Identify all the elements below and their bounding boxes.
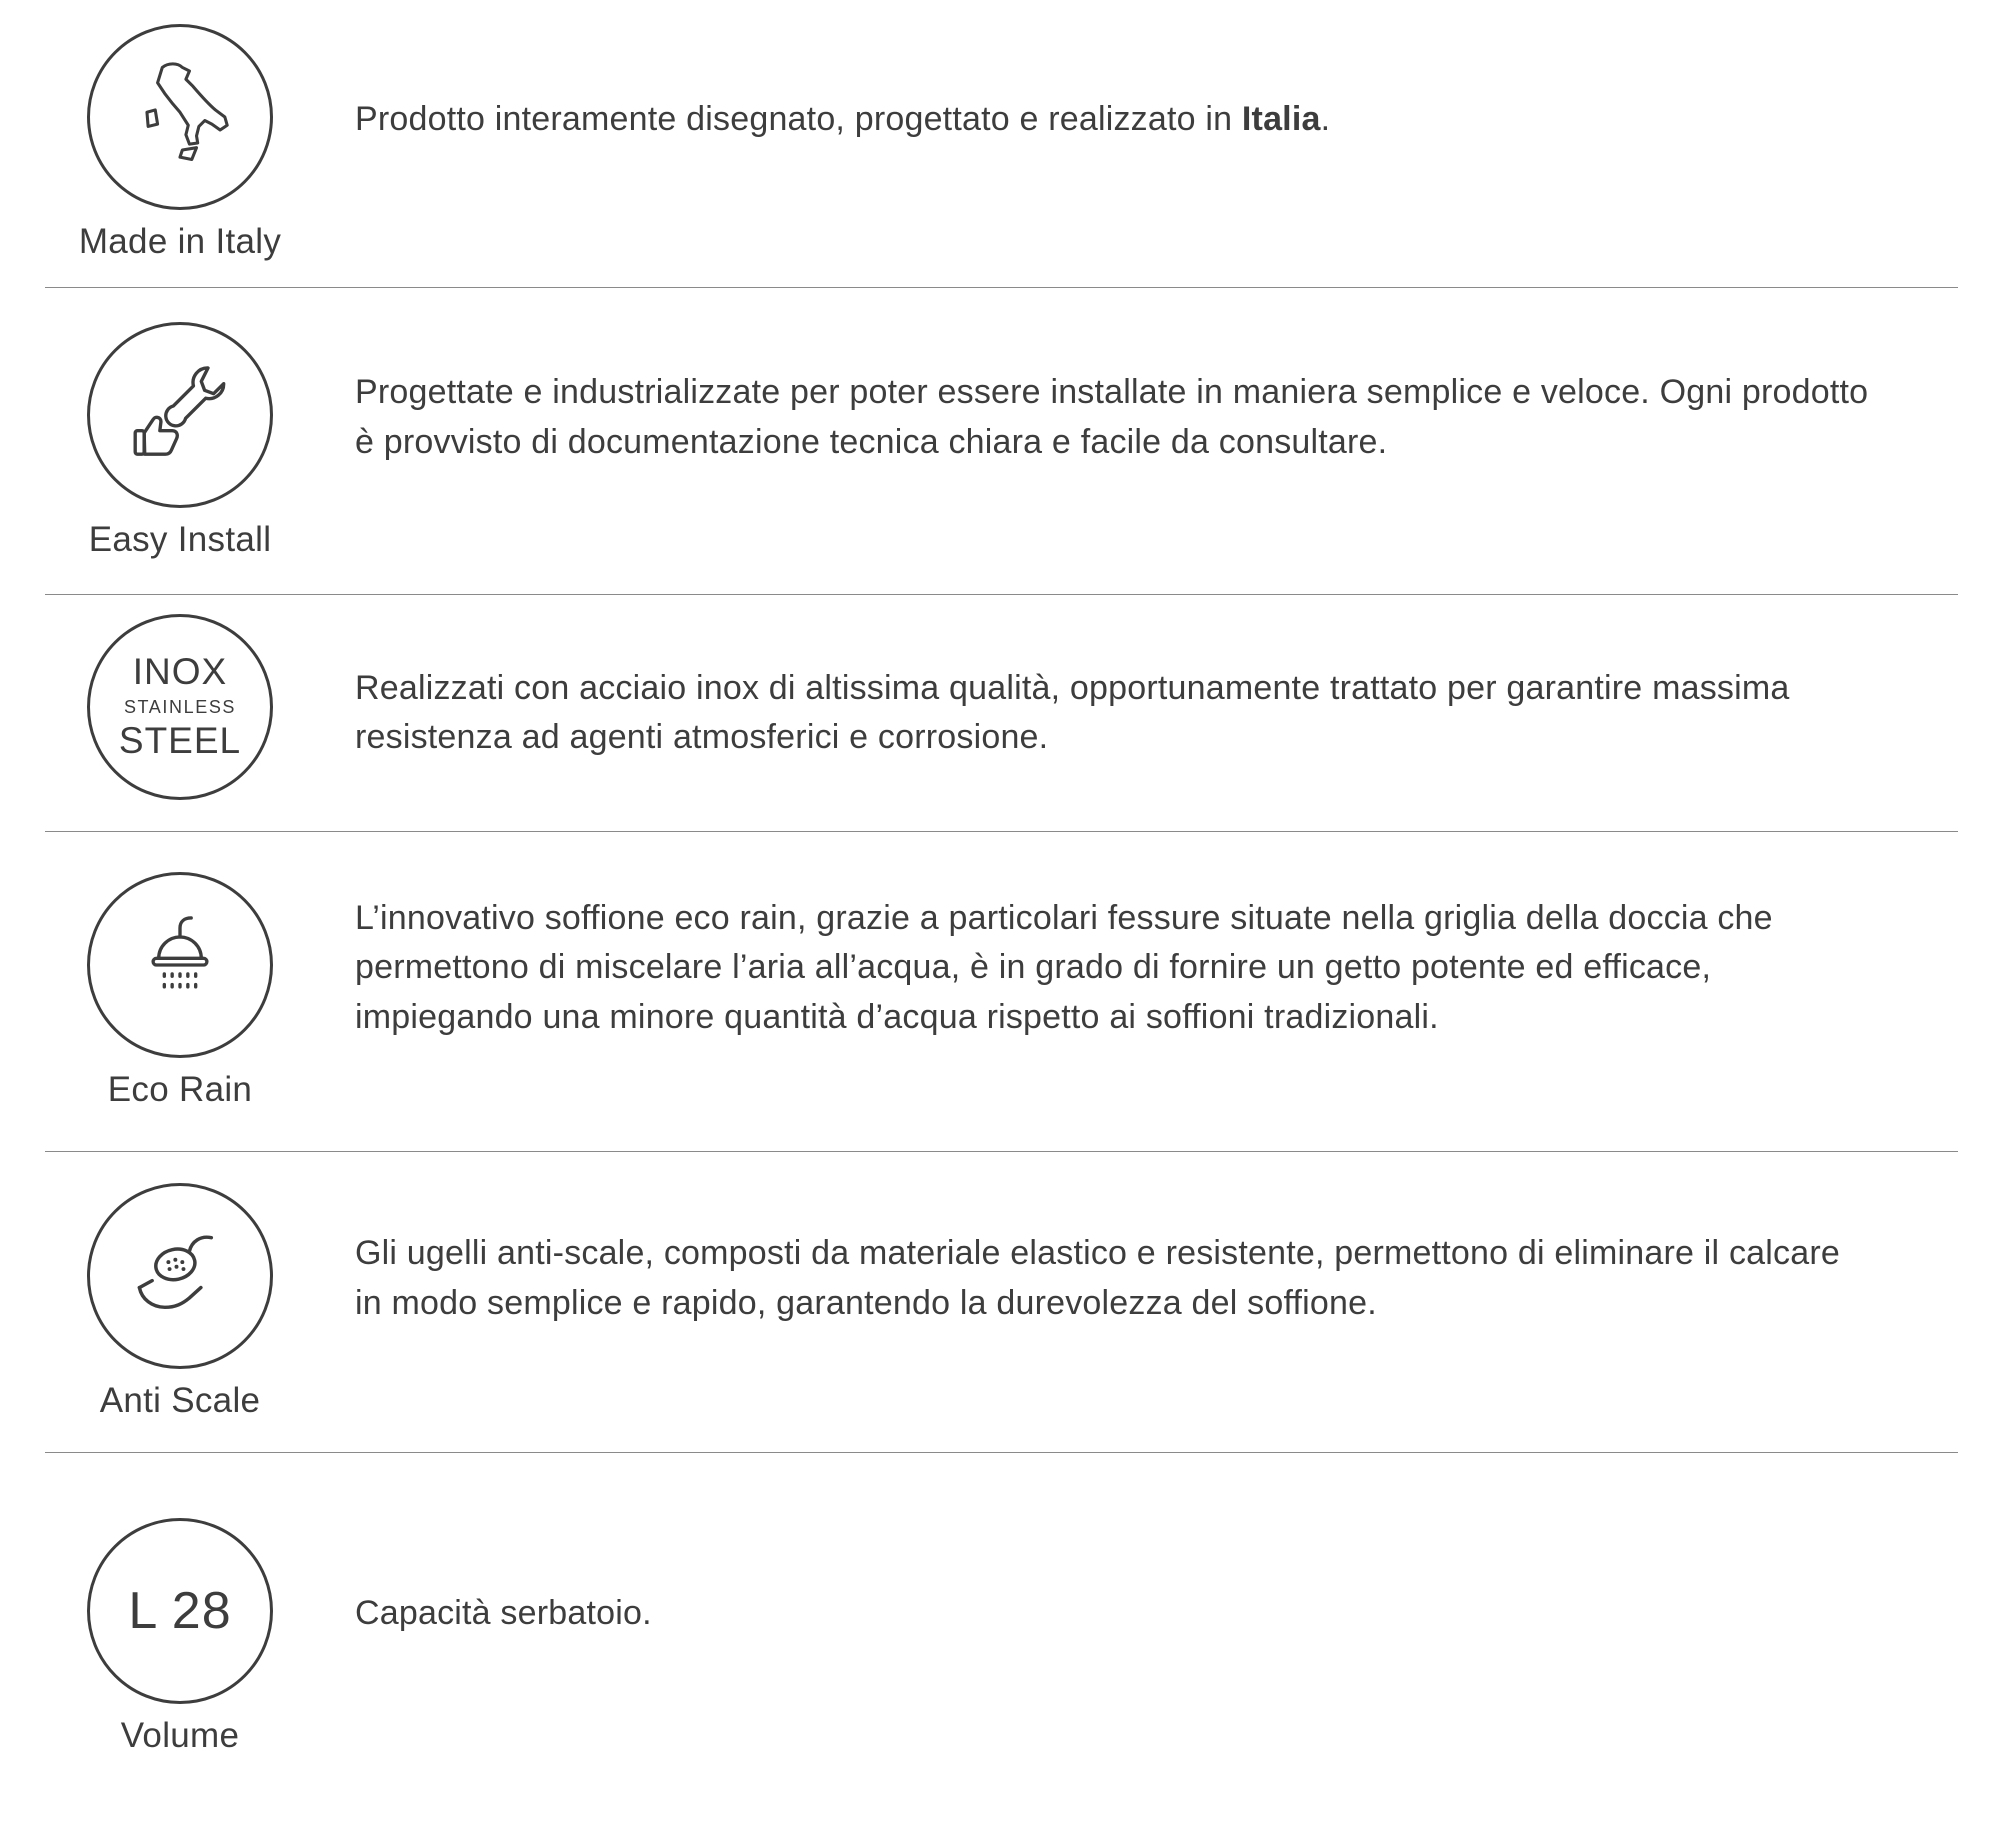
description-paragraph: Gli ugelli anti-scale, composti da materiale elastico e resistente, permettono di eliminare il calcare in modo semplice e rapido, garantendo la durevolezza del soffione. xyxy=(355,1234,1840,1322)
feature-description xyxy=(355,368,1870,467)
description-paragraph: Progettate e industrializzate per poter essere installate in maniera semplice e veloce. Ogni prodotto è provvisto di documentazione tecnica chiara e facile da consultare. xyxy=(355,373,1869,461)
feature-icon-column xyxy=(45,872,315,1110)
feature-label: Easy Install xyxy=(88,519,272,559)
wrench-thumbs-up-icon xyxy=(87,322,273,508)
feature-description xyxy=(355,894,1870,1042)
description-bold-text: Italia xyxy=(1241,100,1321,139)
feature-icon-column xyxy=(45,24,315,262)
volume-badge xyxy=(87,1518,273,1704)
feature-row-made-in-italy xyxy=(45,0,1958,288)
feature-row-easy-install xyxy=(45,288,1958,595)
hand-shower-head-icon xyxy=(87,1183,273,1369)
italy-map-icon xyxy=(87,24,273,210)
italy-map-icon xyxy=(121,58,239,176)
feature-description xyxy=(355,1229,1870,1328)
feature-row-volume xyxy=(45,1453,1958,1822)
wrench-thumbs-up-icon xyxy=(124,359,236,471)
feature-label: Volume xyxy=(120,1716,240,1756)
hand-shower-head-icon xyxy=(122,1218,238,1334)
description-paragraph: L’innovativo soffione eco rain, grazie a particolari fessure situate nella griglia della doccia che permettono di miscelare l’aria all’acqua, è in grado di fornire un getto potente ed efficace, impiegando una minore quantità d’acqua rispetto ai soffioni tradizionali. xyxy=(355,899,1773,1036)
description-text: . xyxy=(1320,100,1331,139)
feature-icon-column xyxy=(45,1518,315,1756)
feature-row-stainless-steel xyxy=(45,595,1958,832)
description-paragraph: Realizzati con acciaio inox di altissima qualità, opportunamente trattato per garantire massima resistenza ad agenti atmosferici e corrosione. xyxy=(355,668,1790,756)
feature-row-anti-scale xyxy=(45,1152,1958,1453)
shower-head-rain-icon xyxy=(124,909,236,1021)
feature-description xyxy=(355,95,1870,144)
description-paragraph: Capacità serbatoio. xyxy=(355,1594,652,1633)
feature-icon-column xyxy=(45,1183,315,1421)
description-text: Prodotto interamente disegnato, progettato e realizzato in xyxy=(355,100,1242,139)
feature-label: Anti Scale xyxy=(99,1380,261,1420)
feature-label: Eco Rain xyxy=(107,1070,253,1110)
feature-row-eco-rain xyxy=(45,832,1958,1152)
feature-description xyxy=(355,1589,1870,1638)
description-paragraph xyxy=(355,95,1870,144)
feature-icon-column xyxy=(45,322,315,560)
feature-description xyxy=(355,664,1870,763)
inox-badge xyxy=(87,614,273,800)
feature-label: Made in Italy xyxy=(78,222,282,262)
inox-badge-line: STEEL xyxy=(118,719,242,761)
volume-badge-text: L 28 xyxy=(128,1582,232,1641)
shower-head-rain-icon xyxy=(87,872,273,1058)
inox-badge-line: INOX xyxy=(132,651,228,693)
feature-icon-column xyxy=(45,614,315,812)
inox-badge-line: STAINLESS xyxy=(123,697,237,718)
